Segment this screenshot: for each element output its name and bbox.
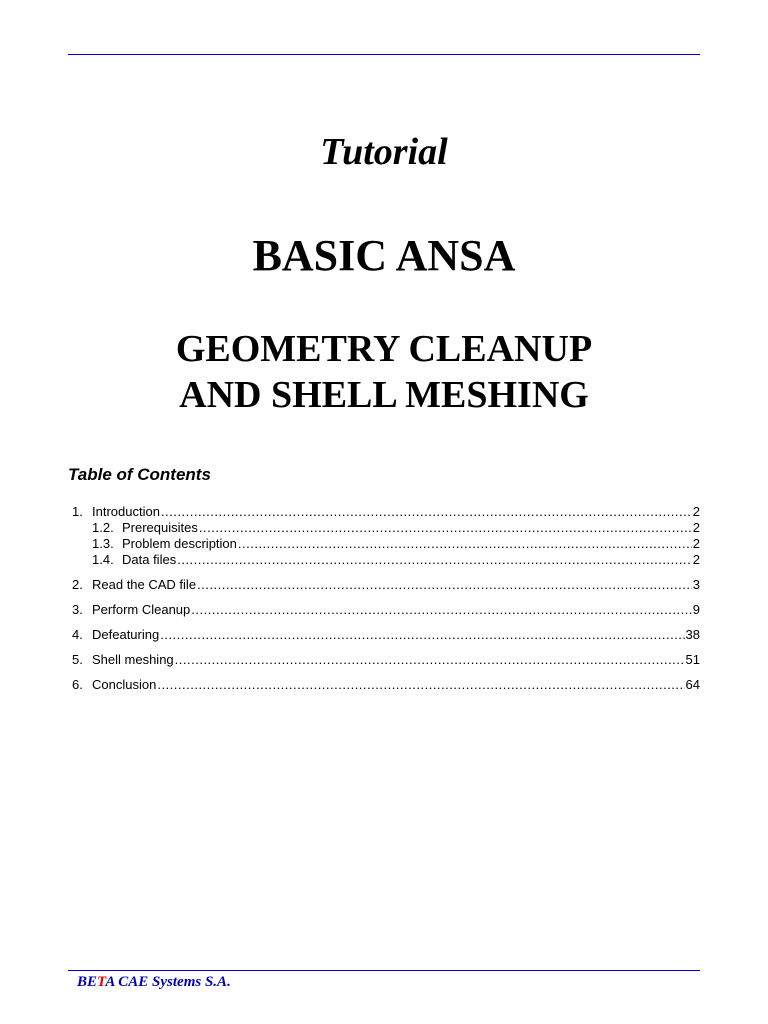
toc-entry-page: 2: [692, 536, 700, 551]
toc-entry-label: Defeaturing: [92, 627, 160, 642]
toc-group-6: [68, 677, 700, 693]
toc-entry-number: 6.: [72, 677, 83, 692]
toc-entry-number: 5.: [72, 652, 83, 667]
footer-company-accent: T: [97, 974, 106, 990]
toc-leader-dots: [238, 536, 692, 552]
toc-entry-shell-meshing[interactable]: [68, 652, 700, 668]
toc-entry-label: Read the CAD file: [92, 577, 197, 592]
toc-group-5: [68, 652, 700, 668]
table-of-contents: [68, 504, 700, 702]
toc-entry-number: 1.2.: [92, 520, 114, 535]
subtitle-line-1: GEOMETRY CLEANUP: [175, 328, 593, 370]
subtitle-line-2: AND SHELL MESHING: [179, 374, 589, 416]
toc-entry-defeaturing[interactable]: [68, 627, 700, 643]
toc-entry-number: 4.: [72, 627, 83, 642]
toc-group-4: [68, 627, 700, 643]
toc-entry-page: 2: [692, 520, 700, 535]
toc-entry-label: Problem description: [122, 536, 237, 551]
toc-entry-number: 1.3.: [92, 536, 114, 551]
toc-entry-page: 9: [692, 602, 700, 617]
toc-entry-page: 38: [685, 627, 700, 642]
toc-entry-problem-description[interactable]: [68, 536, 700, 552]
toc-leader-dots: [160, 627, 684, 643]
toc-group-3: [68, 602, 700, 618]
toc-entry-label: Shell meshing: [92, 652, 174, 667]
toc-entry-page: 2: [692, 504, 700, 519]
toc-leader-dots: [157, 677, 684, 693]
toc-leader-dots: [191, 602, 691, 618]
toc-entry-page: 2: [692, 552, 700, 567]
toc-entry-page: 64: [685, 677, 700, 692]
document-kind: Tutorial: [320, 131, 448, 173]
toc-entry-label: Data files: [122, 552, 177, 567]
toc-leader-dots: [177, 552, 692, 568]
toc-entry-label: Conclusion: [92, 677, 157, 692]
toc-entry-label: Introduction: [92, 504, 160, 519]
footer-rule: [68, 970, 700, 971]
toc-entry-data-files[interactable]: [68, 552, 700, 568]
toc-entry-page: 51: [685, 652, 700, 667]
toc-entry-page: 3: [692, 577, 700, 592]
toc-leader-dots: [161, 504, 692, 520]
toc-leader-dots: [197, 577, 692, 593]
toc-leader-dots: [199, 520, 692, 536]
toc-heading: Table of Contents: [68, 465, 211, 484]
toc-entry-prerequisites[interactable]: [68, 520, 700, 536]
toc-entry-perform-cleanup[interactable]: [68, 602, 700, 618]
toc-entry-label: Perform Cleanup: [92, 602, 191, 617]
toc-entry-number: 2.: [72, 577, 83, 592]
toc-entry-conclusion[interactable]: [68, 677, 700, 693]
toc-entry-number: 1.: [72, 504, 83, 519]
document-subtitle: [0, 326, 768, 418]
toc-entry-label: Prerequisites: [122, 520, 198, 535]
footer-company-part-1: BE: [77, 974, 98, 990]
toc-group-2: [68, 577, 700, 593]
toc-group-1: [68, 504, 700, 568]
document-title: BASIC ANSA: [252, 231, 516, 280]
footer-company-part-3: A CAE Systems S.A.: [105, 974, 231, 990]
toc-leader-dots: [175, 652, 685, 668]
toc-entry-introduction[interactable]: [68, 504, 700, 520]
header-rule: [68, 54, 700, 55]
toc-entry-read-cad-file[interactable]: [68, 577, 700, 593]
toc-entry-number: 1.4.: [92, 552, 114, 567]
toc-entry-number: 3.: [72, 602, 83, 617]
footer-company: [77, 973, 231, 991]
